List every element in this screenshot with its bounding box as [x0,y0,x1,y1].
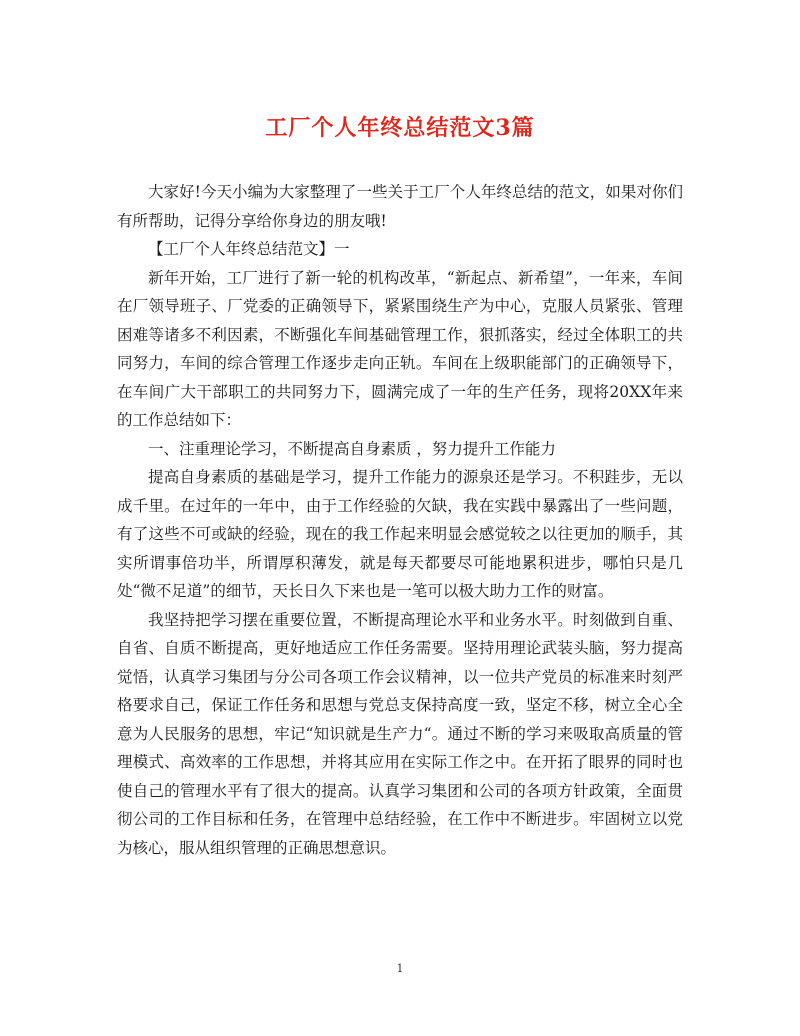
section-heading: 【工厂个人年终总结范文】一 [148,240,350,258]
intro-paragraph: 大家好!今天小编为大家整理了一些关于工厂个人年终总结的范文，如果对你们有所帮助，记得分享给你身边的朋友哦! [117,183,683,230]
document-title: 工厂个人年终总结范文3篇 [265,115,535,141]
body-paragraph: 新年开始，工厂进行了新一轮的机构改革，“新起点、新希望”，一年来，车间在厂领导班子、厂党委的正确领导下，紧紧围绕生产为中心，克服人员紧张、管理困难等诸多不利因素，不断强化车间基础管理工作，狠抓落实，经过全体职工的共同努力，车间的综合管理工作逐步走向正轨。车间在上级职能部门的正确领导下，在车间广大干部职工的共同努力下，圆满完成了一年的生产任务，现将20XX年来的工作总结如下： [117,268,683,429]
page-number: 1 [396,962,404,975]
body-paragraph: 提高自身素质的基础是学习，提升工作能力的源泉还是学习。不积跬步，无以成千里。在过年的一年中，由于工作经验的欠缺，我在实践中暴露出了一些问题，有了这些不可或缺的经验，现在的我工作起来明显会感觉较之以往更加的顺手，其实所谓事倍功半，所谓厚积薄发，就是每天都要尽可能地累积进步，哪怕只是几处“微不足道”的细节，天长日久下来也是一笔可以极大助力工作的财富。 [117,468,683,600]
document-body [117,178,683,862]
subheading-paragraph: 一、注重理论学习，不断提高自身素质 ，努力提升工作能力 [148,439,556,458]
body-paragraph: 我坚持把学习摆在重要位置，不断提高理论水平和业务水平。时刻做到自重、自省、自质不断提高，更好地适应工作任务需要。坚持用理论武装头脑，努力提高觉悟，认真学习集团与分公司各项工作会议精神，以一位共产党员的标准来时刻严格要求自己，保证工作任务和思想与党总支保持高度一致，坚定不移，树立全心全意为人民服务的思想，牢记“知识就是生产力“。通过不断的学习来吸取高质量的管理模式、高效率的工作思想，并将其应用在实际工作之中。在开拓了眼界的同时也使自己的管理水平有了很大的提高。认真学习集团和公司的各项方针政策，全面贯彻公司的工作目标和任务，在管理中总结经验，在工作中不断进步。牢固树立以党为核心，服从组织管理的正确思想意识。 [117,610,683,857]
